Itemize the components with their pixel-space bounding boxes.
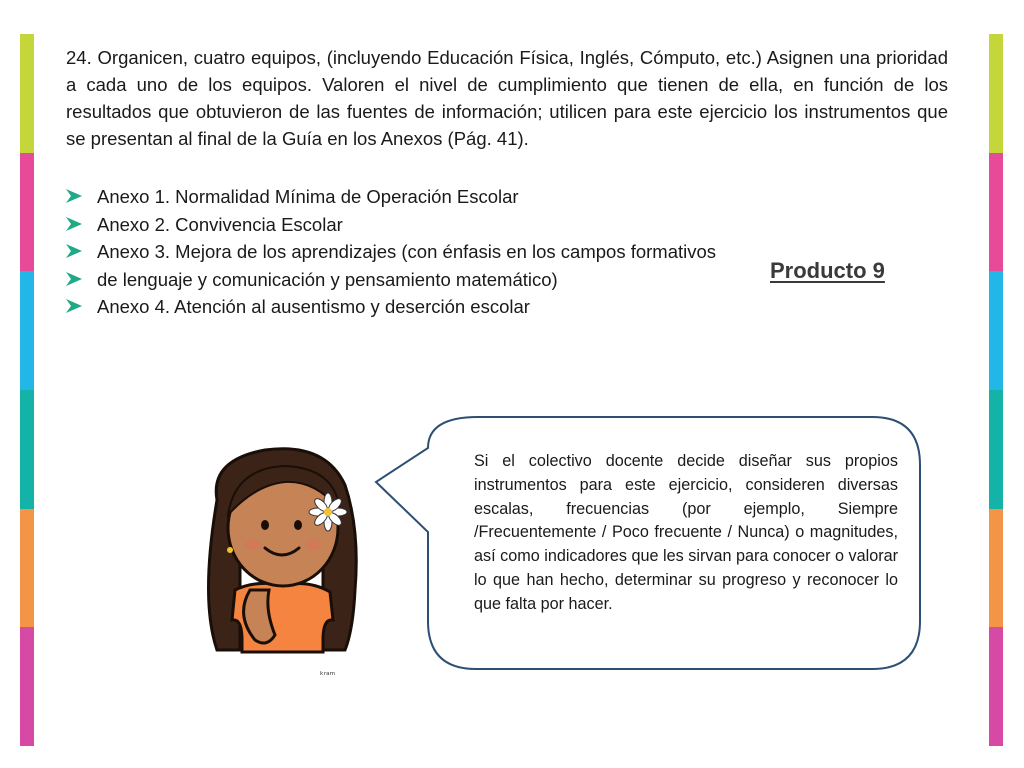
- arrow-bullet-icon: [66, 217, 82, 231]
- arrow-bullet-icon: [66, 189, 82, 203]
- instruction-paragraph: 24. Organicen, cuatro equipos, (incluyendo Educación Física, Inglés, Cómputo, etc.) Asignen una prioridad a cada uno de los equipos. Valoren el nivel de cumplimiento que tienen de ella, en función de los resultados que obtuvieron de las fuentes de información; utilicen para este ejercicio los instrumentos que se presentan al final de la Guía en los Anexos (Pág. 41).: [66, 47, 948, 149]
- stripe-segment: [989, 627, 1003, 746]
- stripe-segment: [20, 153, 34, 272]
- list-item-text: de lenguaje y comunicación y pensamiento matemático): [97, 268, 558, 290]
- right-color-stripe: [989, 34, 1003, 746]
- list-item: [66, 266, 826, 294]
- stripe-segment: [989, 271, 1003, 390]
- stripe-segment: [20, 627, 34, 746]
- list-item: [66, 183, 826, 211]
- stripe-segment: [989, 153, 1003, 272]
- stripe-segment: [20, 271, 34, 390]
- list-item-text: Anexo 1. Normalidad Mínima de Operación Escolar: [97, 186, 519, 207]
- list-item: [66, 238, 826, 266]
- stripe-segment: [989, 509, 1003, 628]
- list-item-text: Anexo 2. Convivencia Escolar: [97, 213, 343, 235]
- stripe-segment: [20, 509, 34, 628]
- stripe-segment: [20, 34, 34, 153]
- left-color-stripe: [20, 34, 34, 746]
- bubble-text: Si el colectivo docente decide diseñar sus propios instrumentos para este ejercicio, consideren diversas escalas, frecuencias (por ejemplo, Siempre /Frecuentemente / Poco frecuente / Nunca) o magnitudes, así como indicadores que les sirvan para conocer o valorar lo que han hecho, determinar su progreso y reconocer lo que falta por hacer.: [474, 452, 898, 613]
- arrow-bullet-icon: [66, 272, 82, 286]
- list-item-text: Anexo 3. Mejora de los aprendizajes (con énfasis en los campos formativos: [97, 241, 717, 262]
- list-item-text: Anexo 4. Atención al ausentismo y deserción escolar: [97, 296, 530, 317]
- annex-list: [66, 183, 826, 321]
- list-item: [66, 211, 826, 239]
- signature-text: ᵏʳᵃᵐ: [320, 671, 336, 681]
- stripe-segment: [989, 34, 1003, 153]
- girl-illustration: [195, 440, 370, 685]
- producto-label: Producto 9: [770, 258, 885, 283]
- stripe-segment: [989, 390, 1003, 509]
- arrow-bullet-icon: [66, 299, 82, 313]
- arrow-bullet-icon: [66, 244, 82, 258]
- stripe-segment: [20, 390, 34, 509]
- list-item: [66, 293, 826, 321]
